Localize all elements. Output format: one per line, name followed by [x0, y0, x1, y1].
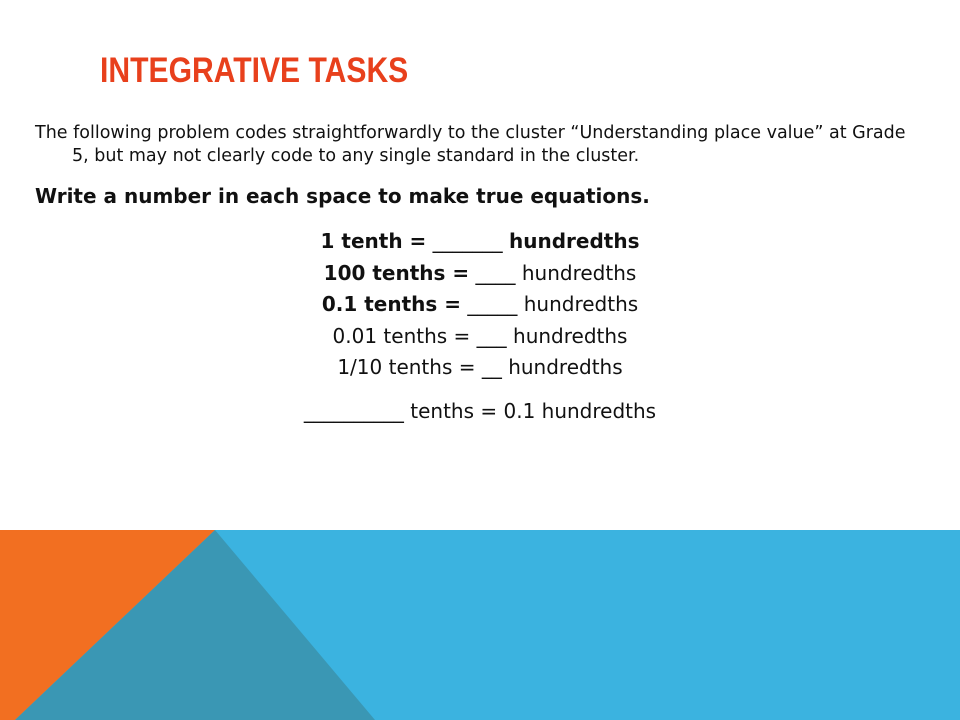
answer-blank: _______: [432, 229, 503, 253]
equation-left: 1 tenth =: [320, 229, 427, 253]
decorative-footer-band: [0, 530, 960, 720]
equation-left: 1/10 tenths =: [337, 355, 476, 379]
intro-line-1: The following problem codes straightforwardly to the cluster “Understanding place value” at Grade: [35, 123, 906, 143]
equation-right: tenths = 0.1 hundredths: [410, 399, 657, 423]
equation-left: 0.01 tenths =: [332, 323, 471, 348]
equation-right: hundredths: [513, 323, 628, 348]
answer-blank: _____: [467, 292, 518, 316]
instruction-text: Write a number in each space to make true equations.: [35, 184, 650, 208]
equation-right: hundredths: [509, 229, 640, 253]
intro-paragraph: [35, 122, 906, 168]
equation-left: 0.1 tenths =: [321, 292, 461, 316]
equation-right: hundredths: [508, 355, 623, 379]
equation-line-1: [0, 226, 960, 258]
slide-title: INTEGRATIVE TASKS: [100, 51, 409, 90]
answer-blank: __________: [303, 399, 404, 423]
equation-left: 100 tenths =: [323, 260, 470, 285]
equation-line-4: [0, 321, 960, 353]
intro-line-2: 5, but may not clearly code to any single standard in the cluster.: [72, 146, 640, 166]
equation-line-5: [0, 352, 960, 384]
answer-blank: ___: [476, 323, 507, 348]
equation-right: hundredths: [523, 292, 639, 316]
equation-line-2: [0, 258, 960, 290]
answer-blank: ____: [475, 260, 516, 285]
equation-line-3: [0, 289, 960, 321]
equation-line-6: [0, 396, 960, 428]
equation-list: [0, 226, 960, 428]
equation-right: hundredths: [521, 260, 637, 285]
answer-blank: __: [481, 355, 502, 379]
